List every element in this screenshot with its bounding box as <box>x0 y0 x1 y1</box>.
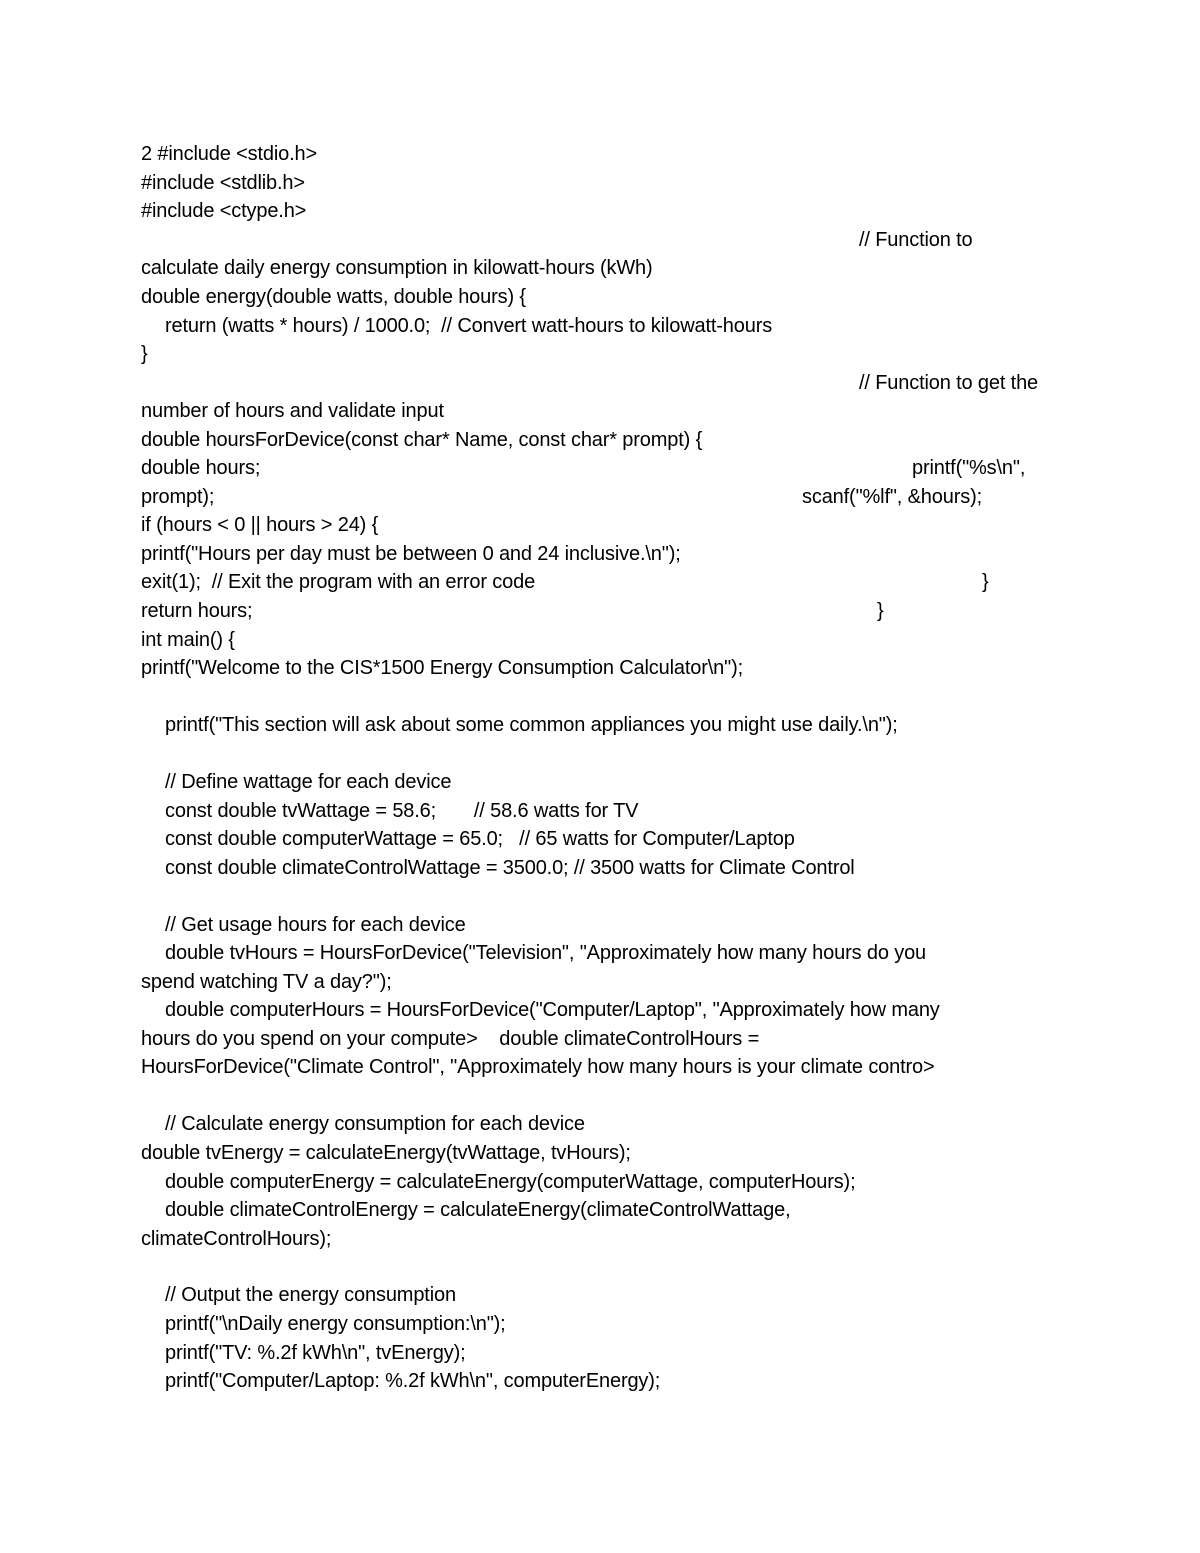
code-line: prompt); <box>141 486 215 508</box>
code-line: double tvEnergy = calculateEnergy(tvWattage, tvHours); <box>141 1142 631 1164</box>
code-line: } <box>877 600 884 622</box>
code-line: const double tvWattage = 58.6; // 58.6 watts for TV <box>165 800 639 822</box>
code-line: #include <stdlib.h> <box>141 172 305 194</box>
code-line: spend watching TV a day?"); <box>141 971 392 993</box>
code-line: } <box>141 343 148 365</box>
code-line: const double computerWattage = 65.0; // 65 watts for Computer/Laptop <box>165 828 795 850</box>
code-line: double computerEnergy = calculateEnergy(computerWattage, computerHours); <box>165 1171 856 1193</box>
code-line: #include <ctype.h> <box>141 200 307 222</box>
code-line: // Output the energy consumption <box>165 1284 456 1306</box>
code-line: double computerHours = HoursForDevice("Computer/Laptop", "Approximately how many <box>165 999 940 1021</box>
code-line: HoursForDevice("Climate Control", "Approximately how many hours is your climate contro> <box>141 1056 935 1078</box>
code-line: double tvHours = HoursForDevice("Television", "Approximately how many hours do you <box>165 942 927 964</box>
code-line: return (watts * hours) / 1000.0; // Convert watt-hours to kilowatt-hours <box>165 315 773 337</box>
code-line: double hours; <box>141 457 261 479</box>
code-line: // Get usage hours for each device <box>165 914 466 936</box>
code-line: printf("%s\n", <box>912 457 1026 479</box>
code-line: // Define wattage for each device <box>165 771 452 793</box>
code-line: int main() { <box>141 629 235 651</box>
code-line: double energy(double watts, double hours) { <box>141 286 526 308</box>
code-line: printf("Hours per day must be between 0 and 24 inclusive.\n"); <box>141 543 681 565</box>
code-line: printf("\nDaily energy consumption:\n"); <box>165 1313 506 1335</box>
code-line: calculate daily energy consumption in kilowatt-hours (kWh) <box>141 257 653 279</box>
code-line: 2 #include <stdio.h> <box>141 143 318 165</box>
code-line: double hoursForDevice(const char* Name, const char* prompt) { <box>141 429 703 451</box>
code-line: hours do you spend on your compute> double climateControlHours = <box>141 1028 760 1050</box>
code-line: printf("TV: %.2f kWh\n", tvEnergy); <box>165 1342 466 1364</box>
code-line: printf("Welcome to the CIS*1500 Energy Consumption Calculator\n"); <box>141 657 743 679</box>
code-line: exit(1); // Exit the program with an error code <box>141 571 536 593</box>
code-line: printf("This section will ask about some common appliances you might use daily.\n"); <box>165 714 898 736</box>
code-line: // Function to get the <box>859 372 1039 394</box>
code-line: double climateControlEnergy = calculateEnergy(climateControlWattage, <box>165 1199 791 1221</box>
code-line: if (hours < 0 || hours > 24) { <box>141 514 379 536</box>
code-line: number of hours and validate input <box>141 400 444 422</box>
code-line: printf("Computer/Laptop: %.2f kWh\n", computerEnergy); <box>165 1370 661 1392</box>
code-line: climateControlHours); <box>141 1228 332 1250</box>
code-line: scanf("%lf", &hours); <box>802 486 982 508</box>
code-line: // Calculate energy consumption for each device <box>165 1113 585 1135</box>
code-line: return hours; <box>141 600 253 622</box>
code-line: } <box>982 571 989 593</box>
code-line: const double climateControlWattage = 3500.0; // 3500 watts for Climate Control <box>165 857 855 879</box>
code-line: // Function to <box>859 229 973 251</box>
